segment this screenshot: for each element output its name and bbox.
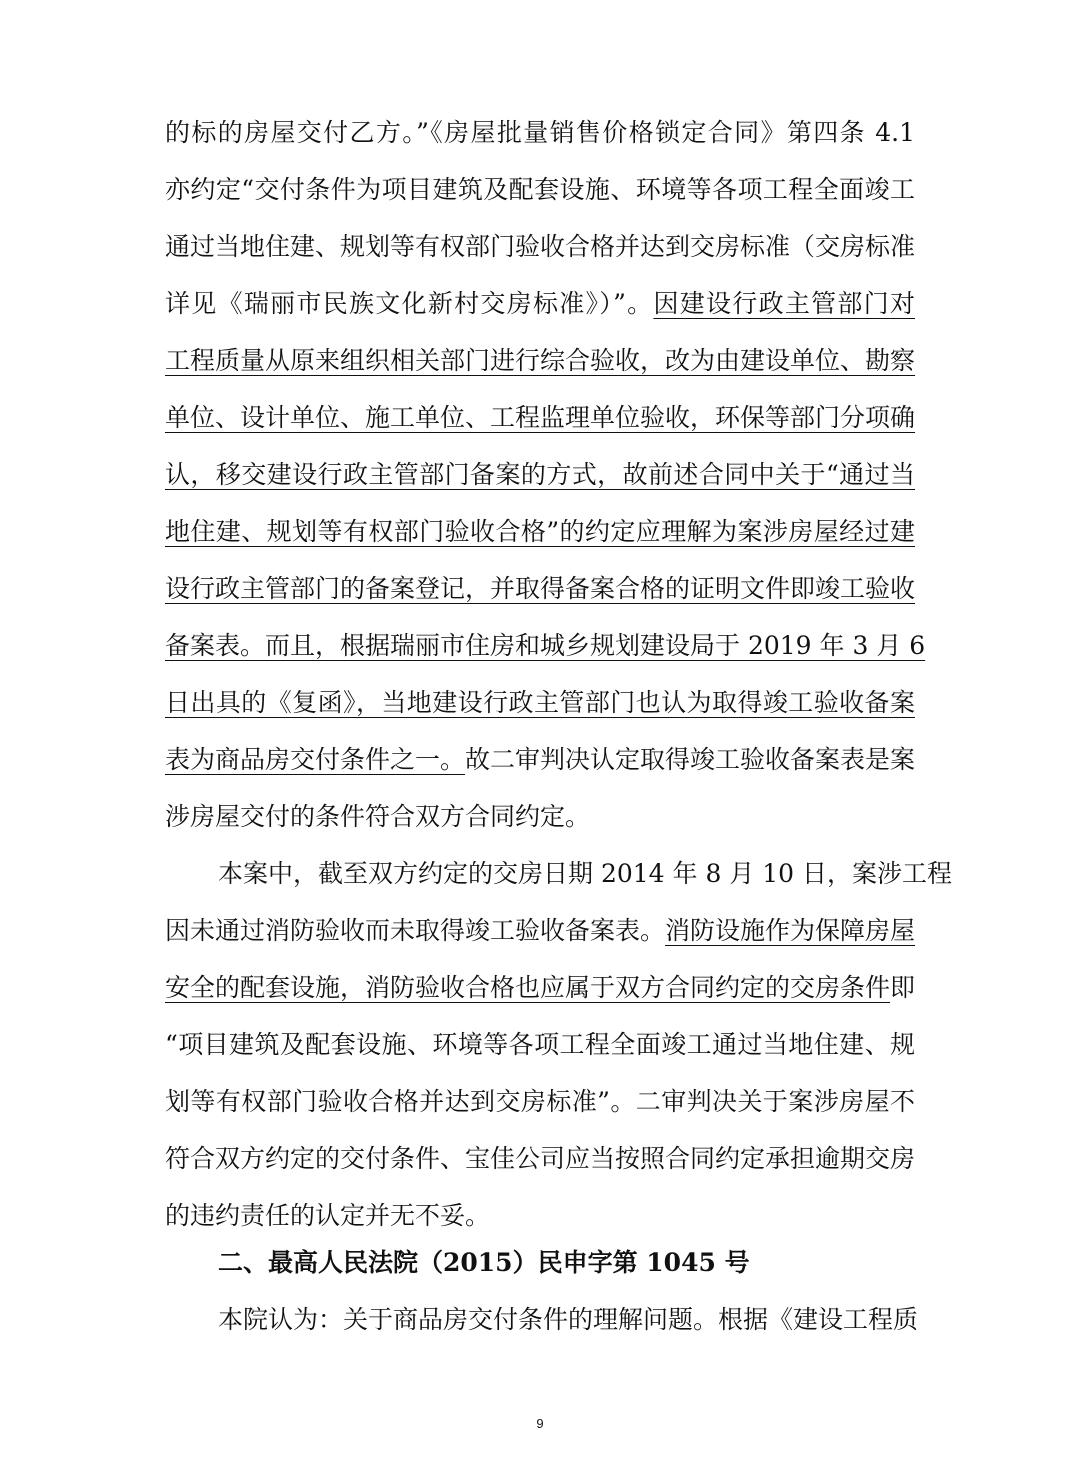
section-heading: 二、最高人民法院（2015）民申字第 1045 号 <box>218 1248 750 1277</box>
paragraph-1-line-6 <box>165 398 915 438</box>
underlined-text: 因建设行政主管部门对 <box>653 289 915 318</box>
plain-text: 详见《瑞丽市民族文化新村交房标准》）”。 <box>165 289 654 318</box>
paragraph-2-line-1: 本案中，截至双方约定的交房日期 2014 年 8 月 10 日，案涉工程 <box>218 859 953 888</box>
underlined-text: 消防设施作为保障房屋 <box>665 916 916 945</box>
plain-text: 因未通过消防验收而未取得竣工验收备案表。 <box>165 916 666 945</box>
paragraph-1-line-13: 涉房屋交付的条件符合双方合同约定。 <box>165 802 591 831</box>
paragraph-1-line-8 <box>165 512 915 552</box>
underlined-text: 设行政主管部门的备案登记，并取得备案合格的证明文件即竣工验收 <box>165 574 916 603</box>
paragraph-1-line-1: 的标的房屋交付乙方。”《房屋批量销售价格锁定合同》第四条 4.1 <box>165 118 915 147</box>
paragraph-1-line-9 <box>165 569 915 609</box>
paragraph-2-line-7: 的违约责任的认定并无不妥。 <box>165 1201 491 1230</box>
underlined-text: 工程质量从原来组织相关部门进行综合验收，改为由建设单位、勘察 <box>165 346 916 375</box>
underlined-text: 日出具的《复函》，当地建设行政主管部门也认为取得竣工验收备案 <box>165 688 915 717</box>
paragraph-2-line-4: “项目建筑及配套设施、环境等各项工程全面竣工通过当地住建、规 <box>165 1030 915 1059</box>
paragraph-2-line-3 <box>165 968 915 1008</box>
paragraph-1-line-4 <box>165 284 915 324</box>
underlined-text: 单位、设计单位、施工单位、工程监理单位验收，环保等部门分项确 <box>165 403 916 432</box>
underlined-text: 表为商品房交付条件之一。 <box>165 745 466 774</box>
plain-text: 故二审判决认定取得竣工验收备案表是案 <box>465 745 916 774</box>
paragraph-1-line-2: 亦约定“交付条件为项目建筑及配套设施、环境等各项工程全面竣工 <box>165 175 915 204</box>
underlined-text: 安全的配套设施，消防验收合格也应属于双方合同约定的交房条件 <box>165 973 891 1002</box>
paragraph-1-line-5 <box>165 341 915 381</box>
paragraph-2-line-6: 符合双方约定的交付条件、宝佳公司应当按照合同约定承担逾期交房 <box>165 1144 916 1173</box>
paragraph-2-line-5: 划等有权部门验收合格并达到交房标准”。二审判决关于案涉房屋不 <box>165 1087 915 1116</box>
paragraph-1-line-7 <box>165 455 915 495</box>
paragraph-2-line-2 <box>165 911 915 951</box>
underlined-text: 地住建、规划等有权部门验收合格”的约定应理解为案涉房屋经过建 <box>165 517 915 546</box>
paragraph-1-line-12 <box>165 740 915 780</box>
paragraph-1-line-3: 通过当地住建、规划等有权部门验收合格并达到交房标准（交房标准 <box>165 232 916 261</box>
paragraph-1-line-11 <box>165 683 915 723</box>
page-number: 9 <box>536 1416 544 1431</box>
paragraph-1-line-10 <box>165 626 926 666</box>
section-2-line-1: 本院认为：关于商品房交付条件的理解问题。根据《建设工程质 <box>218 1305 919 1334</box>
underlined-text: 备案表。而且，根据瑞丽市住房和城乡规划建设局于 2019 年 3 月 6 <box>165 631 926 660</box>
plain-text: 即 <box>890 973 916 1002</box>
underlined-text: 认，移交建设行政主管部门备案的方式，故前述合同中关于“通过当 <box>165 460 915 489</box>
